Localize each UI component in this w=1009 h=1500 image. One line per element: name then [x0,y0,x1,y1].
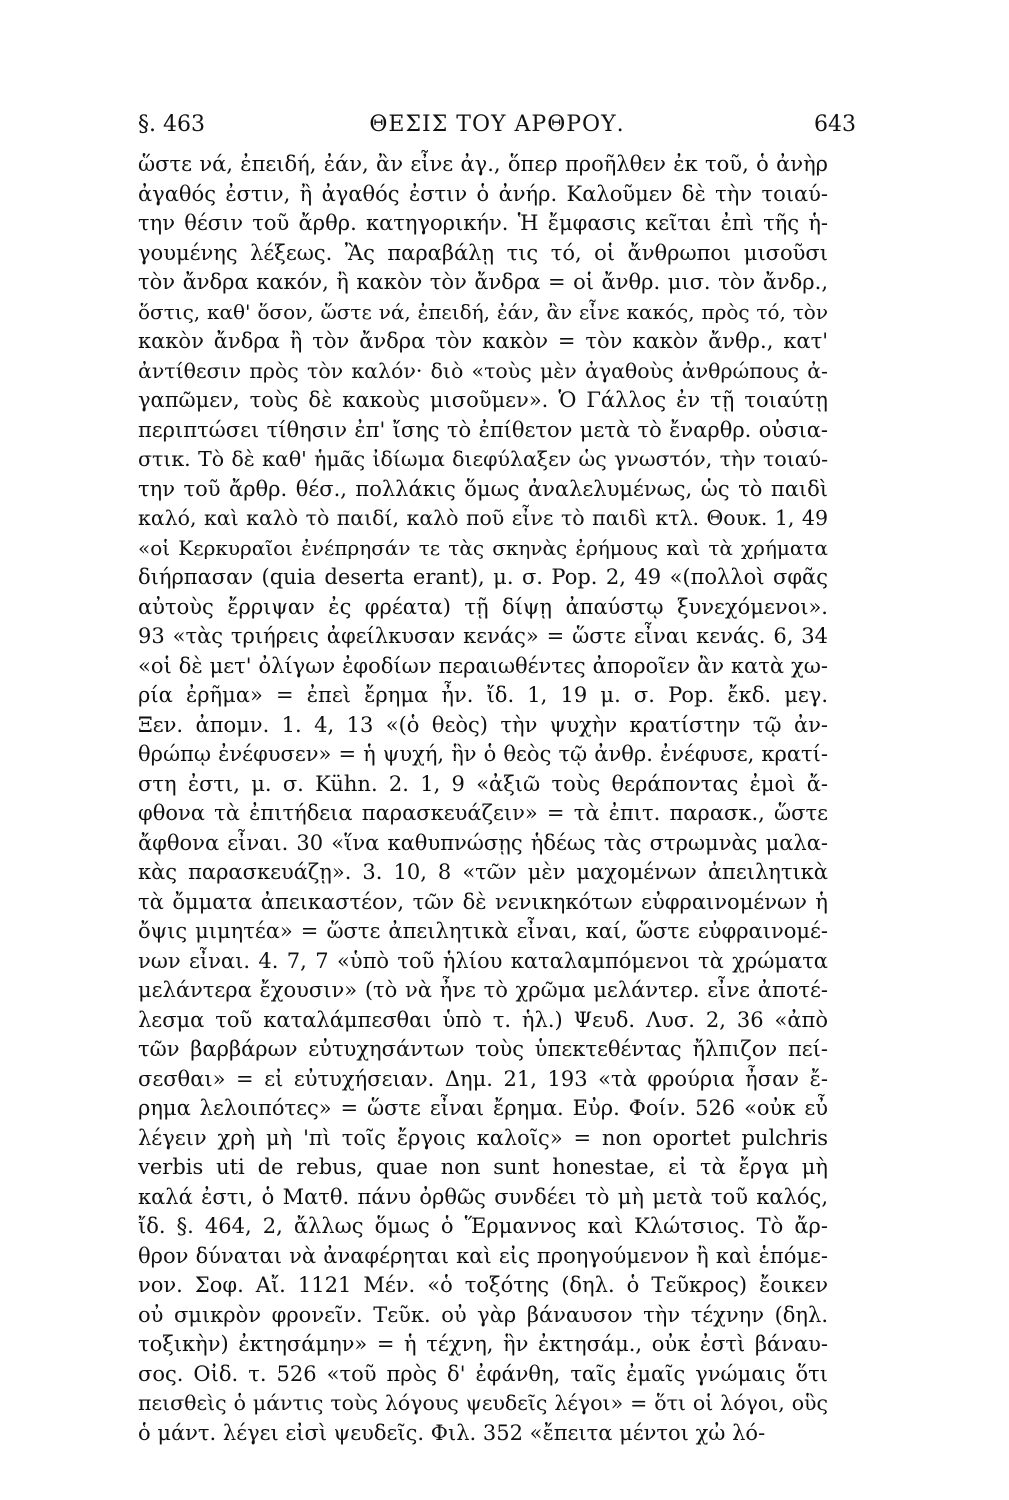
text-line: λεσμα τοῦ καταλάμπεσθαι ὑπὸ τ. ἡλ.) Ψευδ. Λυσ. 2, 36 «ἀπὸ [138,1007,828,1032]
text-line: στικ. Τὸ δὲ καθ' ἡμᾶς ἰδίωμα διεφύλαξεν ὡς γνωστόν, τὴν τοιαύ- [138,447,828,471]
text-line: γουμένης λέξεως. Ἂς παραβάλῃ τις τό, οἱ ἄνθρωποι μισοῦσι [138,240,828,265]
text-line: σεσθαι» = εἰ εὐτυχήσειαν. Δημ. 21, 193 «τὰ φρούρια ἦσαν ἔ- [138,1066,828,1091]
text-line: καλά ἐστι, ὁ Ματθ. πάνυ ὀρθῶς συνδέει τὸ μὴ μετὰ τοῦ καλός, [138,1184,828,1209]
text-line: ἄφθονα εἶναι. 30 «ἵνα καθυπνώσῃς ἡδέως τὰς στρωμνὰς μαλα- [138,830,828,855]
text-line: διήρπασαν (quia deserta erant), μ. σ. Pop. 2, 49 «(πολλοὶ σφᾶς [138,565,828,589]
section-number: §. 463 [138,112,205,137]
text-line: την τοῦ ἄρθρ. θέσ., πολλάκις ὅμως ἀναλελυμένως, ὡς τὸ παιδὶ [138,476,828,501]
text-line: στη ἐστι, μ. σ. Kühn. 2. 1, 9 «ἀξιῶ τοὺς θεράποντας ἐμοὶ ἄ- [138,771,828,796]
text-line: «οἱ Κερκυραῖοι ἐνέπρησάν τε τὰς σκηνὰς ἐρήμους καὶ τὰ χρήματα [138,535,828,560]
text-line: ὄψις μιμητέα» = ὥστε ἀπειλητικὰ εἶναι, καί, ὥστε εὐφραινομέ- [138,919,828,943]
text-line: 93 «τὰς τριήρεις ἀφείλκυσαν κενάς» = ὥστε εἶναι κενάς. 6, 34 [138,624,828,648]
text-line: περιπτώσει τίθησιν ἐπ' ἴσης τὸ ἐπίθετον μετὰ τὸ ἔναρθρ. οὐσια- [138,417,828,442]
text-line: ὅστις, καθ' ὅσον, ὥστε νά, ἐπειδή, ἐάν, ἂν εἶνε κακός, πρὸς τό, τὸν [138,299,828,324]
text-line: «οἱ δὲ μετ' ὀλίγων ἐφοδίων περαιωθέντες ἀποροῖεν ἂν κατὰ χω- [138,653,828,678]
text-line: νον. Σοφ. Αἴ. 1121 Μέν. «ὁ τοξότης (δηλ. ὁ Τεῦκρος) ἔοικεν [138,1273,828,1297]
page-number: 643 [814,112,856,137]
text-line: θρον δύναται νὰ ἀναφέρηται καὶ εἰς προηγούμενον ἢ καὶ ἑπόμε- [138,1243,828,1268]
text-line: Ξεν. ἀπομν. 1. 4, 13 «(ὁ θεὸς) τὴν ψυχὴν κρατίστην τῷ ἀν- [138,712,828,737]
text-line: τῶν βαρβάρων εὐτυχησάντων τοὺς ὑπεκτεθέντας ἤλπιζον πεί- [138,1037,828,1061]
text-line: ἀγαθός ἐστιν, ἢ ἀγαθός ἐστιν ὁ ἀνήρ. Καλοῦμεν δὲ τὴν τοιαύ- [138,181,828,206]
text-line: θρώπῳ ἐνέφυσεν» = ἡ ψυχή, ἣν ὁ θεὸς τῷ ἀνθρ. ἐνέφυσε, κρατί- [138,742,828,766]
text-line: πεισθεὶς ὁ μάντις τοὺς λόγους ψευδεῖς λέγοι» = ὅτι οἱ λόγοι, οὓς [138,1391,828,1415]
text-line: σος. Οἰδ. τ. 526 «τοῦ πρὸς δ' ἐφάνθη, ταῖς ἐμαῖς γνώμαις ὅτι [138,1361,828,1386]
text-line: ὁ μάντ. λέγει εἰσὶ ψευδεῖς. Φιλ. 352 «ἔπειτα μέντοι χὠ λό- [138,1420,766,1445]
running-header [138,112,856,146]
text-line: καλό, καὶ καλὸ τὸ παιδί, καλὸ ποῦ εἶνε τὸ παιδὶ κτλ. Θουκ. 1, 49 [138,506,828,530]
text-line: νων εἶναι. 4. 7, 7 «ὑπὸ τοῦ ἡλίου καταλαμπόμενοι τὰ χρώματα [138,948,828,973]
text-line: ρία ἐρῆμα» = ἐπεὶ ἔρημα ἦν. ἴδ. 1, 19 μ. σ. Pop. ἔκδ. μεγ. [138,683,828,707]
text-line: λέγειν χρὴ μὴ 'πὶ τοῖς ἔργοις καλοῖς» = non oportet pulchris [138,1125,828,1150]
text-line: κακὸν ἄνδρα ἢ τὸν ἄνδρα τὸν κακὸν = τὸν κακὸν ἄνθρ., κατ' [138,329,828,353]
text-line: μελάντερα ἔχουσιν» (τὸ νὰ ἦνε τὸ χρῶμα μελάντερ. εἶνε ἀποτέ- [138,978,828,1002]
text-line: κὰς παρασκευάζῃ». 3. 10, 8 «τῶν μὲν μαχομένων ἀπειλητικὰ [138,860,828,884]
text-line: τὸν ἄνδρα κακόν, ἢ κακὸν τὸν ἄνδρα = οἱ ἄνθρ. μισ. τὸν ἄνδρ., [138,270,828,294]
text-line: φθονα τὰ ἐπιτήδεια παρασκευάζειν» = τὰ ἐπιτ. παρασκ., ὥστε [138,801,828,825]
text-line: αὐτοὺς ἔρριψαν ἐς φρέατα) τῇ δίψῃ ἀπαύστῳ ξυνεχόμενοι». [138,594,828,619]
text-line: verbis uti de rebus, quae non sunt honestae, εἰ τὰ ἔργα μὴ [138,1155,828,1179]
text-line: τὰ ὄμματα ἀπεικαστέον, τῶν δὲ νενικηκότων εὐφραινομένων ἡ [138,889,828,914]
text-line: γαπῶμεν, τοὺς δὲ κακοὺς μισοῦμεν». Ὁ Γάλλος ἐν τῇ τοιαύτῃ [138,388,828,412]
text-line: τοξικὴν) ἐκτησάμην» = ἡ τέχνη, ἣν ἐκτησάμ., οὐκ ἐστὶ βάναυ- [138,1332,828,1356]
text-line: οὐ σμικρὸν φρονεῖν. Τεῦκ. οὐ γὰρ βάναυσον τὴν τέχνην (δηλ. [138,1302,828,1327]
body-text [138,150,828,1448]
text-line: ρημα λελοιπότες» = ὥστε εἶναι ἔρημα. Εὐρ. Φοίν. 526 «οὐκ εὖ [138,1096,828,1120]
running-title: ΘΕΣΙΣ ΤΟΥ ΑΡΘΡΟΥ. [369,112,625,137]
text-line: ἀντίθεσιν πρὸς τὸν καλόν· διὸ «τοὺς μὲν ἀγαθοὺς ἀνθρώπους ἀ- [138,358,828,383]
text-line: την θέσιν τοῦ ἄρθρ. κατηγορικήν. Ἡ ἔμφασις κεῖται ἐπὶ τῆς ἡ- [138,211,828,235]
text-line: ἴδ. §. 464, 2, ἄλλως ὅμως ὁ Ἕρμαννος καὶ Κλώτσιος. Τὸ ἄρ- [138,1214,828,1238]
text-line: ὥστε νά, ἐπειδή, ἐάν, ἂν εἶνε ἀγ., ὅπερ προῆλθεν ἐκ τοῦ, ὁ ἀνὴρ [138,152,828,176]
